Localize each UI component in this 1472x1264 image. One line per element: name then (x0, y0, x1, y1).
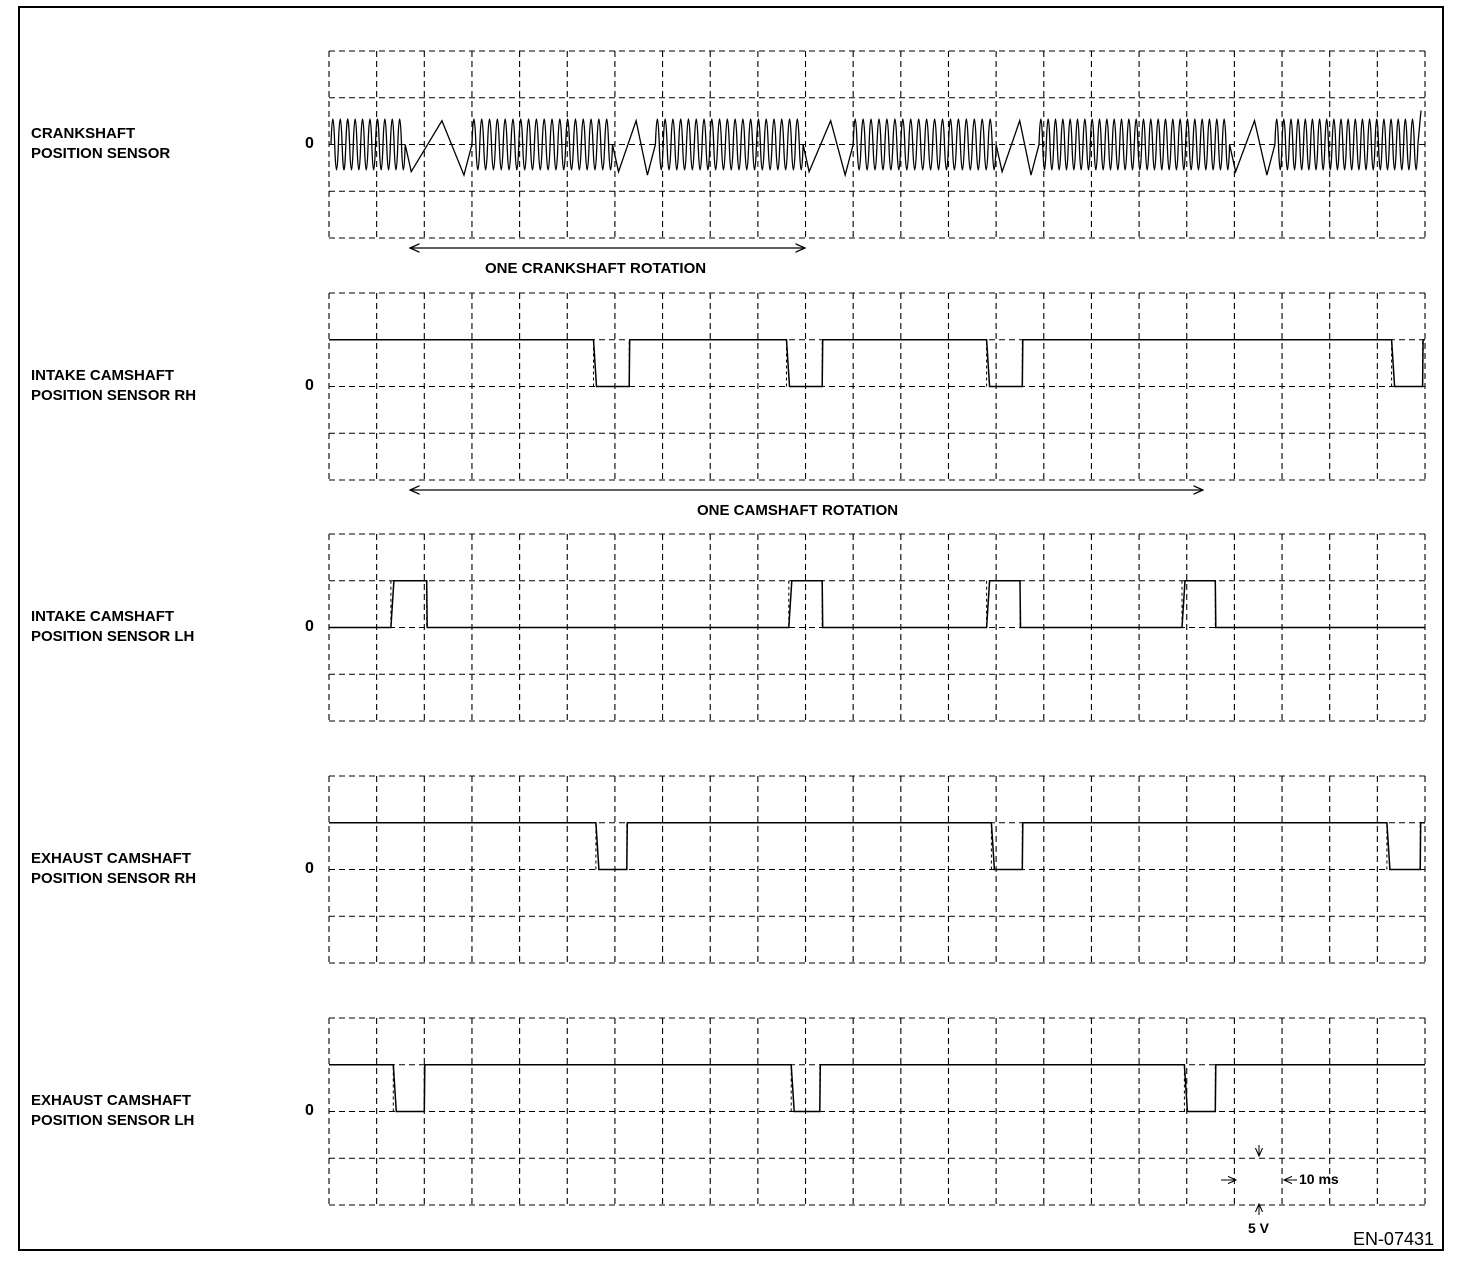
channel-label-line2: POSITION SENSOR RH (31, 869, 197, 887)
channel-label-line2: POSITION SENSOR (31, 144, 171, 162)
channel-label-line1: CRANKSHAFT (31, 124, 136, 142)
channel-label-line2: POSITION SENSOR LH (31, 1111, 195, 1129)
pulse-waveform-4 (329, 823, 1425, 870)
figure-id: EN-07431 (1352, 1229, 1434, 1249)
zero-marker: 0 (305, 1101, 314, 1119)
pulse-waveform-3 (329, 581, 1425, 628)
pulse-edge-guide (987, 581, 1020, 628)
cam-rotation-label: ONE CAMSHAFT ROTATION (697, 502, 899, 519)
pulse-waveform-2 (329, 340, 1425, 387)
channel-label-2 (31, 366, 196, 406)
pulse-waveform-5 (329, 1065, 1425, 1112)
channel-label-4 (31, 849, 196, 889)
channel-label-line2: POSITION SENSOR LH (31, 627, 195, 645)
zero-marker: 0 (305, 859, 314, 877)
pulse-edge-guide (1392, 340, 1423, 387)
channel-label-line2: POSITION SENSOR RH (31, 386, 197, 404)
pulse-edge-guide (1387, 823, 1420, 870)
volt-scale-label: 5 V (1248, 1220, 1270, 1236)
pulse-edge-guide (787, 340, 823, 387)
grid-panel-2 (329, 293, 1425, 480)
channel-label-line1: INTAKE CAMSHAFT (31, 366, 175, 384)
pulse-edge-guide (596, 823, 627, 870)
pulse-edge-guide (393, 1065, 424, 1112)
channel-label-line1: EXHAUST CAMSHAFT (31, 1091, 191, 1109)
channel-label-line1: INTAKE CAMSHAFT (31, 607, 175, 625)
grid-panel-4 (329, 776, 1425, 963)
zero-marker: 0 (305, 617, 314, 635)
pulse-edge-guide (594, 340, 630, 387)
zero-marker: 0 (305, 134, 314, 152)
pulse-edge-guide (1184, 1065, 1215, 1112)
zero-marker: 0 (305, 376, 314, 394)
channel-label-5 (31, 1091, 194, 1131)
crank-rotation-label: ONE CRANKSHAFT ROTATION (485, 260, 707, 277)
channel-label-1 (31, 124, 170, 164)
pulse-edge-guide (391, 581, 427, 628)
channel-label-3 (31, 607, 194, 647)
channel-label-line1: EXHAUST CAMSHAFT (31, 849, 191, 867)
crank-waveform (331, 111, 1421, 176)
pulse-edge-guide (987, 340, 1023, 387)
grid-panel-5 (329, 1018, 1425, 1205)
time-scale-label: 10 ms (1299, 1171, 1339, 1187)
